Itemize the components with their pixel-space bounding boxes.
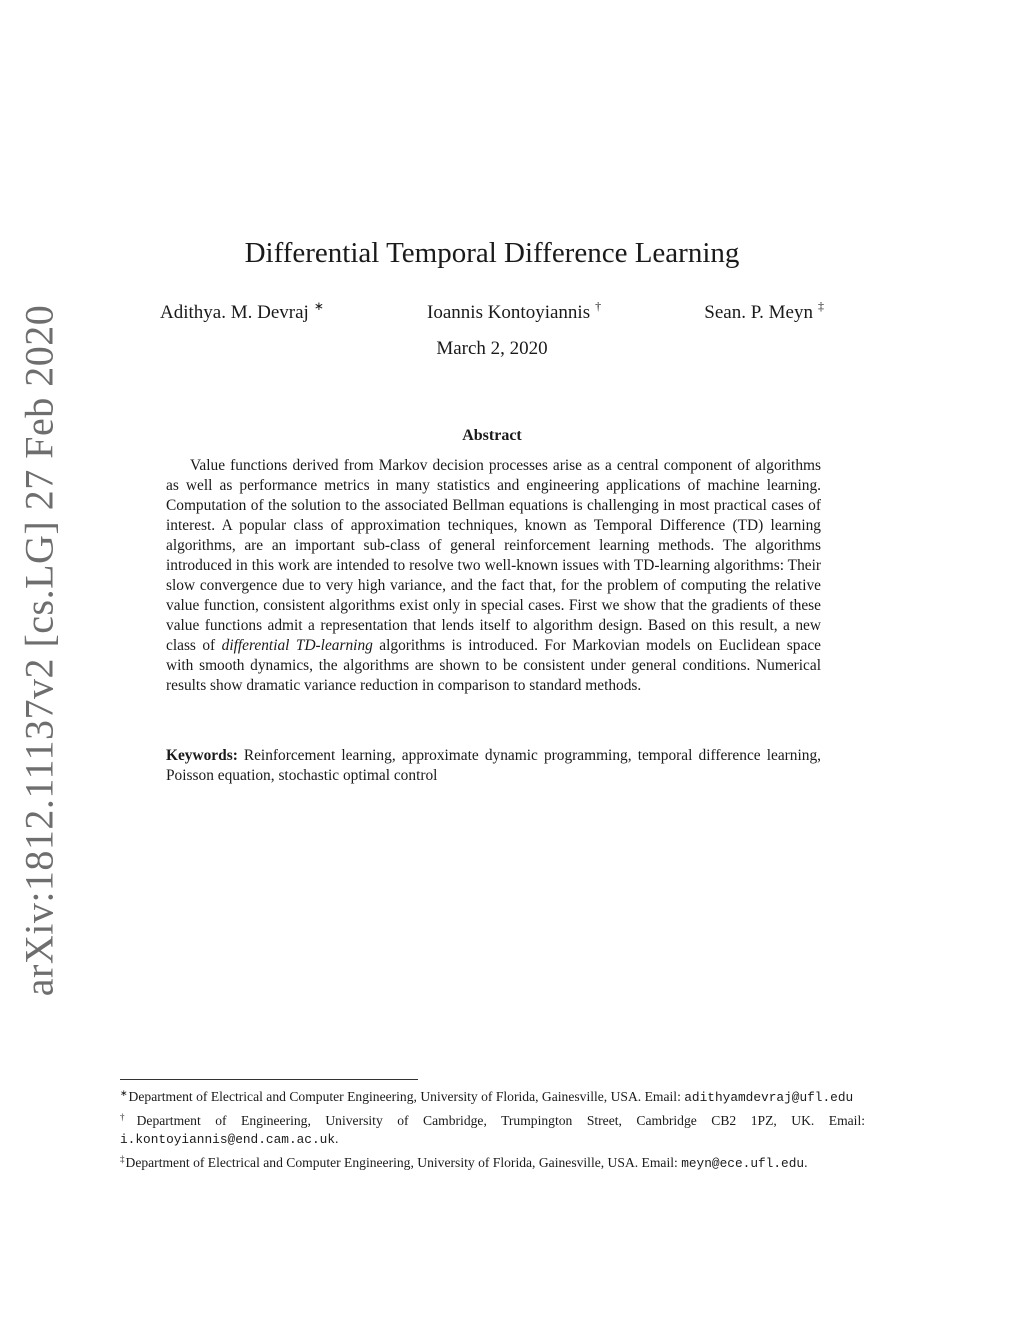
abstract-heading: Abstract — [462, 427, 522, 444]
keywords-paragraph — [166, 746, 821, 786]
abstract-text-part: algorithms is introduced. For Markovian models on Euclidean space with smooth dynamics, the algorithms are shown to be consistent under general conditions. Numerical results show dramatic variance reduction in comparison to standard methods. — [166, 637, 821, 694]
footnote-mark: ∗ — [120, 1088, 128, 1098]
author-footnote-mark: ∗ — [313, 299, 324, 313]
author-name: Sean. P. Meyn — [704, 302, 813, 323]
footnotes — [120, 1084, 865, 1174]
author-list — [160, 294, 824, 325]
author-footnote-mark: † — [595, 299, 602, 313]
footnote-mark: ‡ — [120, 1154, 125, 1164]
footnote-email[interactable]: i.kontoyiannis@end.cam.ac.uk — [120, 1132, 336, 1147]
footnote-affiliation: Department of Engineering, University of Cambridge, Trumpington Street, Cambridge CB2 1PZ, UK. Email: — [136, 1113, 866, 1128]
footnote-email[interactable]: meyn@ece.ufl.edu — [681, 1156, 805, 1171]
footnote-meyn — [120, 1150, 865, 1173]
footnote-divider — [120, 1079, 418, 1080]
abstract-text-part: Value functions derived from Markov decision processes arise as a central component of algorithms as well as performance metrics in many statistics and engineering applications of machine learning. Computation of the solution to the associated Bellman equations is challenging in most practical cases of interest. A popular class of approximation techniques, known as Temporal Difference (TD) learning algorithms, are an important sub-class of general reinforcement learning methods. The algorithms introduced in this work are intended to resolve two well-known issues with TD-learning algorithms: Their slow convergence due to very high variance, and the fact that, for the problem of computing the relative value function, consistent algorithms exist only in special cases. First we show that the gradients of these value functions admit a representation that lends itself to algorithm design. Based on this result, a new class of — [166, 457, 821, 654]
abstract-body — [166, 456, 821, 696]
author-name: Adithya. M. Devraj — [160, 302, 309, 323]
author-meyn — [704, 294, 824, 325]
author-name: Ioannis Kontoyiannis — [427, 302, 591, 323]
author-footnote-mark: ‡ — [818, 299, 824, 313]
footnote-affiliation: Department of Electrical and Computer Engineering, University of Florida, Gainesville, USA. Email: — [125, 1155, 678, 1170]
footnote-kontoyiannis — [120, 1108, 865, 1149]
abstract-emphasis: differential TD-learning — [221, 637, 373, 654]
keywords-label: Keywords: — [166, 747, 238, 764]
footnote-affiliation: Department of Electrical and Computer Engineering, University of Florida, Gainesville, USA. Email: — [128, 1089, 681, 1104]
footnote-devraj — [120, 1084, 865, 1107]
arxiv-identifier-stamp — [4, 304, 74, 996]
footnote-mark: † — [120, 1112, 136, 1122]
arxiv-identifier-text: arXiv:1812.11137v2 [cs.LG] 27 Feb 2020 — [16, 304, 62, 996]
footnote-end: . — [804, 1155, 808, 1170]
footnote-end: . — [335, 1131, 339, 1146]
author-devraj — [160, 294, 324, 325]
paper-title: Differential Temporal Difference Learning — [244, 237, 740, 269]
author-kontoyiannis — [427, 294, 601, 325]
paper-date: March 2, 2020 — [436, 338, 548, 359]
keywords-text: Reinforcement learning, approximate dynamic programming, temporal difference learning, Poisson equation, stochastic optimal control — [166, 747, 821, 784]
footnote-email[interactable]: adithyamdevraj@ufl.edu — [684, 1090, 854, 1105]
